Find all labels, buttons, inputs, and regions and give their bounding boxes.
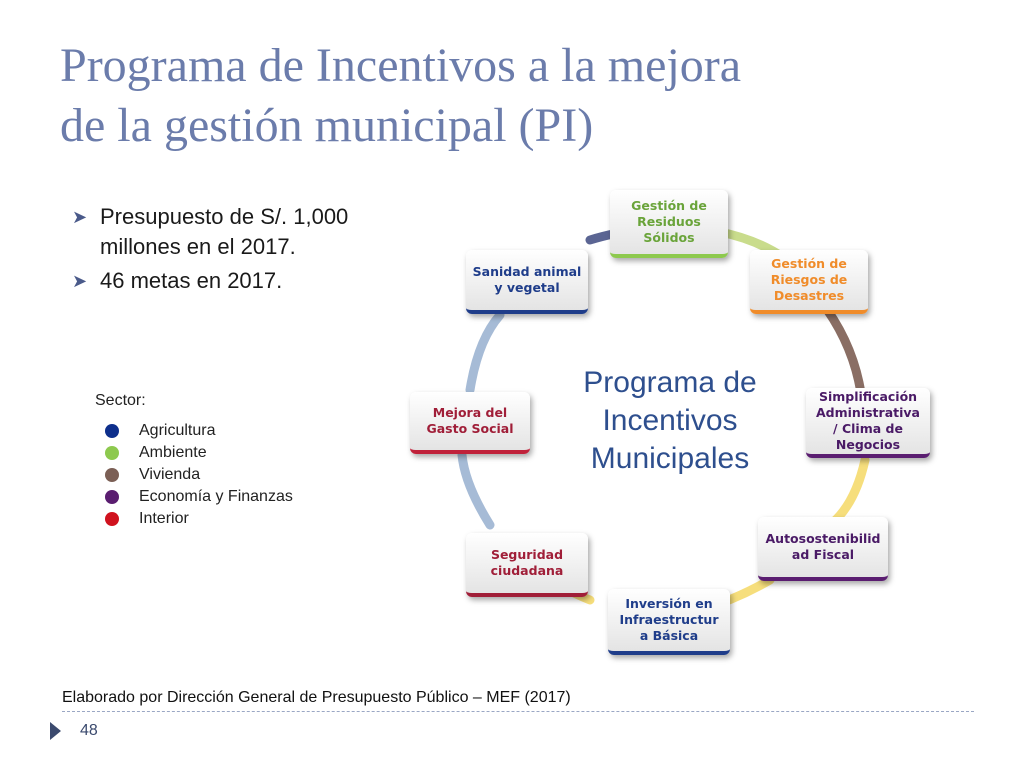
- legend-item-interior: [105, 508, 355, 530]
- source-footer: Elaborado por Dirección General de Presupuesto Público – MEF (2017): [62, 689, 571, 706]
- bullet-text-goals: 46 metas en 2017.: [100, 268, 283, 293]
- legend-item-agricultura: [105, 420, 355, 442]
- legend-item-economia: [105, 486, 355, 508]
- ring-segment-yellow-right: [830, 460, 865, 525]
- title-line-1: Programa de Incentivos a la mejora: [60, 39, 742, 92]
- bullet-item: [72, 266, 402, 296]
- ring-segment-brown: [820, 300, 862, 400]
- legend-label: Agricultura: [139, 422, 216, 439]
- node-gasto: Mejora del Gasto Social: [410, 392, 530, 454]
- center-line-1: Programa de: [583, 366, 757, 399]
- footer-divider: [62, 711, 974, 712]
- legend-dot-icon: [105, 424, 119, 438]
- page-arrow-icon: [50, 722, 61, 740]
- arrow-bullet-icon: ➤: [72, 271, 88, 291]
- legend-label: Economía y Finanzas: [139, 488, 293, 505]
- node-riesgos: Gestión de Riesgos de Desastres: [750, 250, 868, 314]
- node-simplificacion: Simplificación Administrativa / Clima de Negocios: [806, 388, 930, 458]
- legend-label: Ambiente: [139, 444, 207, 461]
- bullet-list: [72, 202, 402, 300]
- legend-label: Interior: [139, 510, 189, 527]
- center-line-2: Incentivos: [602, 404, 738, 437]
- legend-dot-icon: [105, 446, 119, 460]
- node-residuos: Gestión de Residuos Sólidos: [610, 190, 728, 258]
- ring-segment-blue-lower: [462, 455, 490, 525]
- legend-item-vivienda: [105, 464, 355, 486]
- legend-dot-icon: [105, 490, 119, 504]
- center-title: [560, 364, 780, 478]
- ring-segment-blue-upper: [470, 315, 500, 390]
- legend-item-ambiente: [105, 442, 355, 464]
- node-seguridad: Seguridad ciudadana: [466, 533, 588, 597]
- bullet-item: [72, 202, 402, 262]
- sector-legend: [95, 392, 355, 530]
- title-line-2: de la gestión municipal (PI): [60, 99, 594, 152]
- sector-label: Sector:: [95, 392, 146, 409]
- center-line-3: Municipales: [590, 442, 750, 475]
- slide-title: [60, 36, 980, 156]
- node-sanidad: Sanidad animal y vegetal: [466, 250, 588, 314]
- page-number: 48: [80, 722, 98, 739]
- node-autosostenibilidad: Autosostenibilid ad Fiscal: [758, 517, 888, 581]
- legend-dot-icon: [105, 512, 119, 526]
- node-inversion: Inversión en Infraestructur a Básica: [608, 589, 730, 655]
- arrow-bullet-icon: ➤: [72, 207, 88, 227]
- legend-label: Vivienda: [139, 466, 201, 483]
- legend-dot-icon: [105, 468, 119, 482]
- bullet-text-budget: Presupuesto de S/. 1,000 millones en el 2017.: [100, 204, 349, 259]
